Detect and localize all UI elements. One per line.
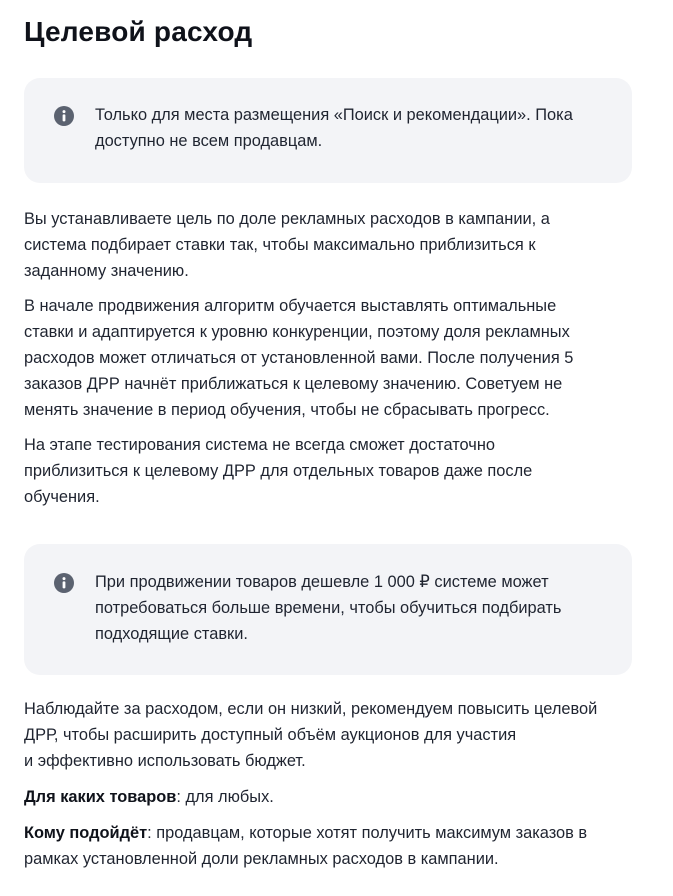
info-icon bbox=[54, 573, 74, 593]
info-icon bbox=[54, 106, 74, 126]
paragraph-line: расходов может отличаться от установленной вами. После получения 5 bbox=[24, 349, 574, 367]
which-products-label: Для каких товаров bbox=[24, 788, 177, 806]
page-title: Целевой расход bbox=[24, 16, 253, 47]
note-line: При продвижении товаров дешевле 1 000 ₽ системе может bbox=[95, 573, 549, 591]
who-fits-value-continued: рамках установленной доли рекламных расходов в кампании. bbox=[24, 850, 499, 868]
paragraph-goal bbox=[24, 206, 634, 284]
which-products-line bbox=[24, 784, 634, 810]
paragraph-line: и эффективно использовать бюджет. bbox=[24, 752, 306, 770]
info-note-cheap-products bbox=[24, 544, 632, 675]
paragraph-testing bbox=[24, 432, 634, 510]
info-note-text bbox=[95, 569, 612, 647]
paragraph-line: система подбирает ставки так, чтобы максимально приблизиться к bbox=[24, 236, 536, 254]
note-line: Только для места размещения «Поиск и рекомендации». Пока bbox=[95, 106, 573, 124]
paragraph-learning bbox=[24, 293, 634, 423]
info-note-text bbox=[95, 102, 612, 154]
info-note-placement bbox=[24, 78, 632, 183]
which-products-value: : для любых. bbox=[176, 788, 274, 806]
note-line: потребоваться больше времени, чтобы обучиться подбирать bbox=[95, 599, 562, 617]
paragraph-line: В начале продвижения алгоритм обучается выставлять оптимальные bbox=[24, 297, 557, 315]
paragraph-line: ДРР, чтобы расширить доступный объём аукционов для участия bbox=[24, 726, 517, 744]
note-line: подходящие ставки. bbox=[95, 625, 248, 643]
paragraph-line: ставки и адаптируется к уровню конкуренции, поэтому доля рекламных bbox=[24, 323, 570, 341]
paragraph-line: обучения. bbox=[24, 488, 100, 506]
paragraph-line: На этапе тестирования система не всегда сможет достаточно bbox=[24, 436, 495, 454]
who-fits-line bbox=[24, 820, 634, 872]
paragraph-line: Вы устанавливаете цель по доле рекламных расходов в кампании, а bbox=[24, 210, 550, 228]
who-fits-label: Кому подойдёт bbox=[24, 824, 148, 842]
paragraph-monitoring bbox=[24, 696, 634, 774]
paragraph-line: приблизиться к целевому ДРР для отдельных товаров даже после bbox=[24, 462, 533, 480]
paragraph-line: менять значение в период обучения, чтобы не сбрасывать прогресс. bbox=[24, 401, 550, 419]
who-fits-value: : продавцам, которые хотят получить максимум заказов в bbox=[147, 824, 588, 842]
note-line: доступно не всем продавцам. bbox=[95, 132, 323, 150]
paragraph-line: заказов ДРР начнёт приближаться к целевому значению. Советуем не bbox=[24, 375, 563, 393]
article bbox=[24, 0, 639, 872]
paragraph-line: Наблюдайте за расходом, если он низкий, рекомендуем повысить целевой bbox=[24, 700, 598, 718]
paragraph-line: заданному значению. bbox=[24, 262, 189, 280]
